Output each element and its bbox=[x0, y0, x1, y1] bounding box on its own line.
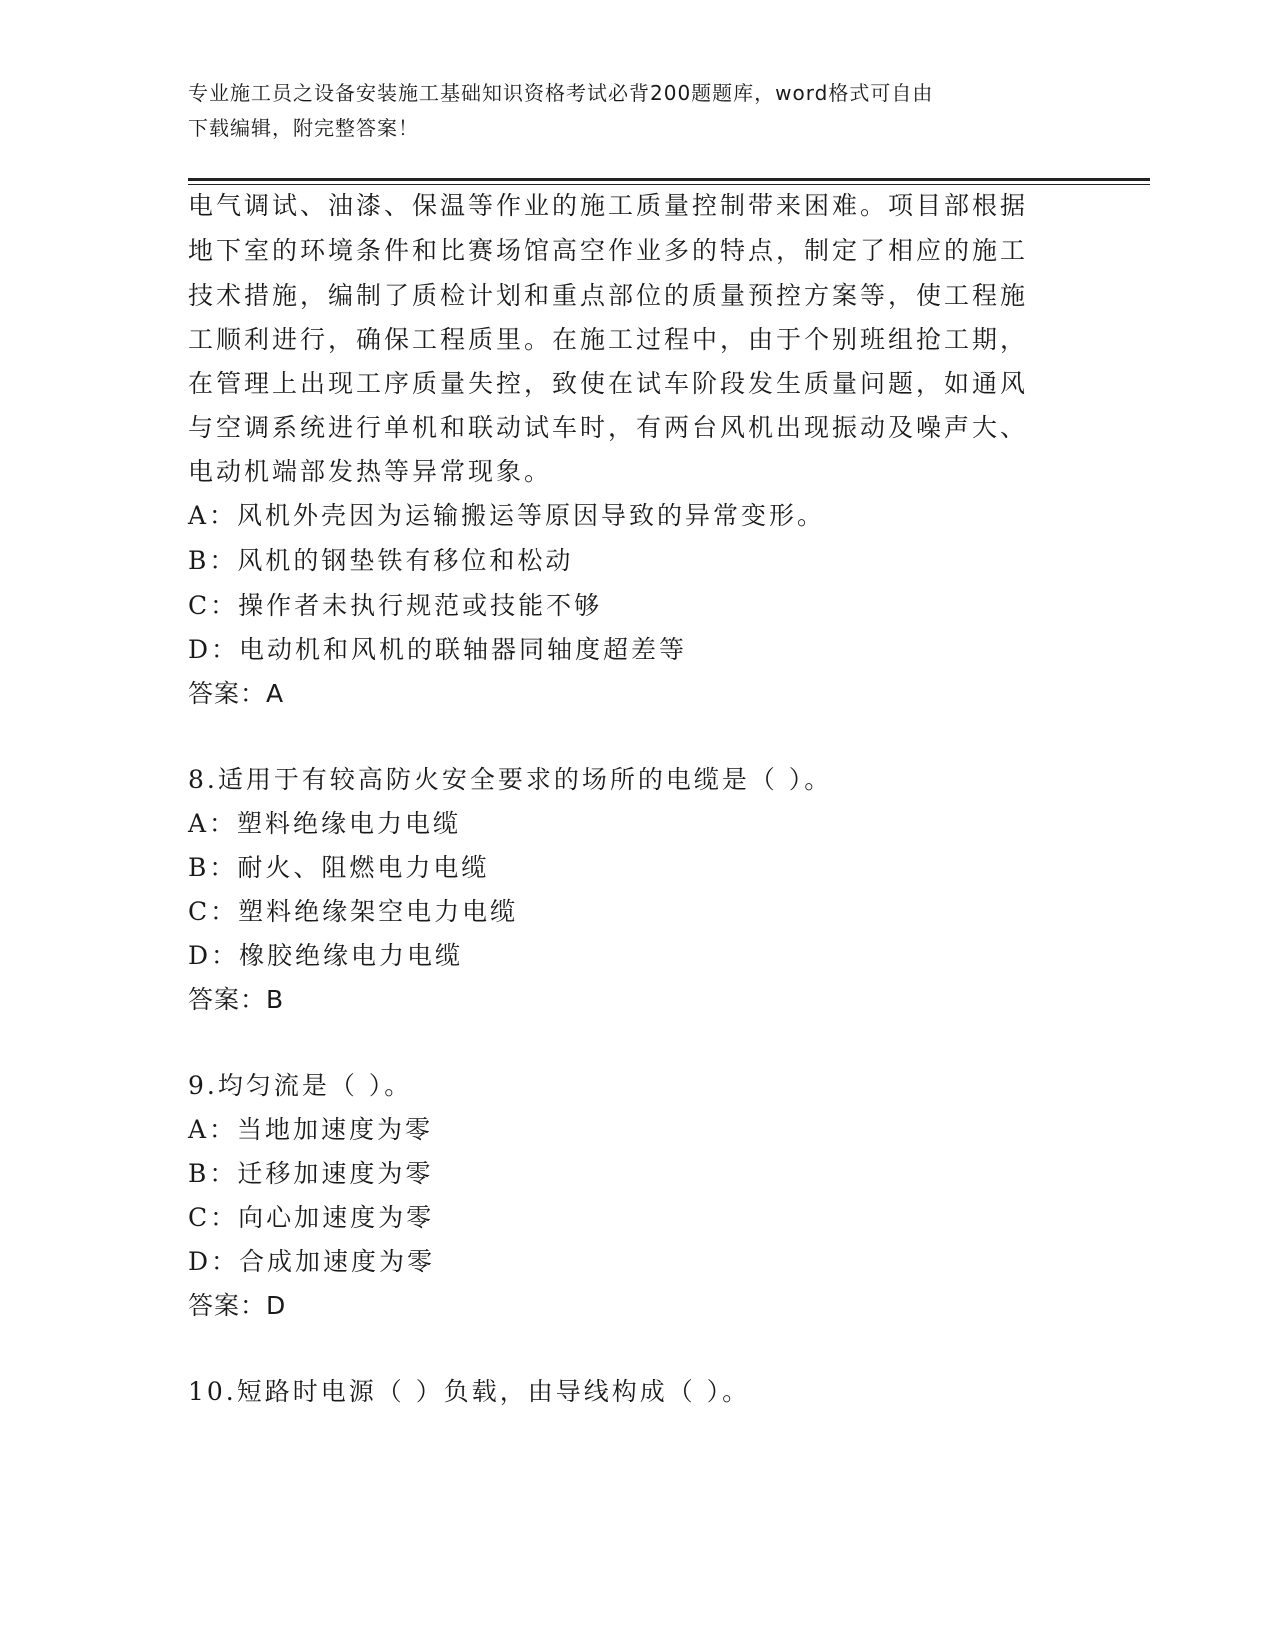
q7-option-b: B：风机的钢垫铁有移位和松动 bbox=[188, 546, 574, 575]
q10-stem: 10.短路时电源（ ）负载，由导线构成（ ）。 bbox=[188, 1377, 751, 1406]
q8-option-c: C：塑料绝缘架空电力电缆 bbox=[188, 897, 519, 926]
q9-option-a: A：当地加速度为零 bbox=[188, 1115, 434, 1144]
header-rule-thin bbox=[188, 184, 1150, 185]
q7-stem-line: 电动机端部发热等异常现象。 bbox=[188, 457, 553, 486]
q7-option-d: D：电动机和风机的联轴器同轴度超差等 bbox=[188, 635, 688, 664]
q7-stem-line: 电气调试、油漆、保温等作业的施工质量控制带来困难。项目部根据 bbox=[188, 191, 1029, 220]
q7-option-c: C：操作者未执行规范或技能不够 bbox=[188, 591, 603, 620]
q7-answer: 答案：A bbox=[188, 679, 285, 708]
q7-stem-line: 与空调系统进行单机和联动试车时，有两台风机出现振动及噪声大、 bbox=[188, 413, 1029, 442]
header-rule-thick bbox=[188, 178, 1150, 181]
q9-option-d: D：合成加速度为零 bbox=[188, 1247, 436, 1276]
q8-option-b: B：耐火、阻燃电力电缆 bbox=[188, 853, 490, 882]
q8-stem: 8.适用于有较高防火安全要求的场所的电缆是（ ）。 bbox=[188, 765, 833, 794]
q8-option-a: A：塑料绝缘电力电缆 bbox=[188, 809, 462, 838]
q9-option-c: C：向心加速度为零 bbox=[188, 1203, 435, 1232]
q7-stem-line: 技术措施，编制了质检计划和重点部位的质量预控方案等，使工程施 bbox=[188, 281, 1029, 310]
q8-option-d: D：橡胶绝缘电力电缆 bbox=[188, 941, 464, 970]
page-header bbox=[188, 76, 1068, 146]
q9-answer: 答案：D bbox=[188, 1291, 287, 1320]
q9-option-b: B：迁移加速度为零 bbox=[188, 1159, 434, 1188]
q8-answer: 答案：B bbox=[188, 985, 285, 1014]
header-line-1: 专业施工员之设备安装施工基础知识资格考试必背200题题库，word格式可自由 bbox=[188, 81, 934, 105]
header-line-2: 下载编辑，附完整答案！ bbox=[188, 116, 419, 140]
q7-option-a: A：风机外壳因为运输搬运等原因导致的异常变形。 bbox=[188, 501, 826, 530]
q7-stem-line: 在管理上出现工序质量失控，致使在试车阶段发生质量问题，如通风 bbox=[188, 369, 1029, 398]
q7-stem-line: 工顺利进行，确保工程质里。在施工过程中，由于个别班组抢工期， bbox=[188, 325, 1029, 354]
q9-stem: 9.均匀流是（ ）。 bbox=[188, 1071, 413, 1100]
q7-stem-line: 地下室的环境条件和比赛场馆高空作业多的特点，制定了相应的施工 bbox=[188, 236, 1029, 265]
